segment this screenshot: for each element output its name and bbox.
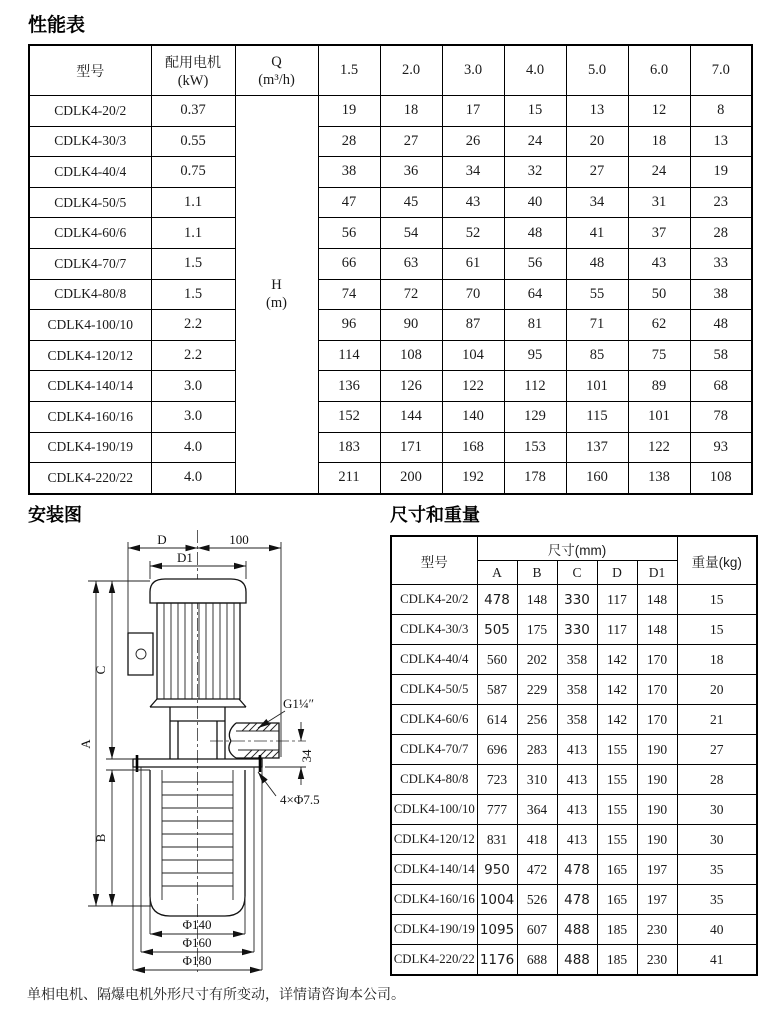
dimensions-cell: CDLK4-30/3 <box>391 615 477 645</box>
performance-cell: 122 <box>442 371 504 402</box>
performance-cell: 56 <box>504 248 566 279</box>
performance-cell: 3.0 <box>151 371 235 402</box>
dimensions-cell: 1095 <box>477 915 517 945</box>
performance-section-title: 性能表 <box>28 15 86 36</box>
performance-cell: CDLK4-100/10 <box>29 310 151 341</box>
performance-cell: 89 <box>628 371 690 402</box>
performance-cell: 64 <box>504 279 566 310</box>
performance-cell: 28 <box>318 126 380 157</box>
dimensions-cell: 230 <box>637 945 677 976</box>
dim-label-phi140: Φ140 <box>182 917 212 932</box>
performance-cell: 112 <box>504 371 566 402</box>
performance-cell: 138 <box>628 463 690 494</box>
performance-cell: 0.37 <box>151 96 235 127</box>
dimensions-cell: 142 <box>597 675 637 705</box>
dimensions-cell: 35 <box>677 855 757 885</box>
performance-cell: 74 <box>318 279 380 310</box>
dimensions-cell: 28 <box>677 765 757 795</box>
performance-cell: 93 <box>690 432 752 463</box>
performance-cell: 192 <box>442 463 504 494</box>
col-header-flow-2: 2.0 <box>380 45 442 96</box>
performance-cell: 34 <box>442 157 504 188</box>
performance-row <box>29 463 752 494</box>
performance-cell: CDLK4-20/2 <box>29 96 151 127</box>
performance-cell: 43 <box>442 187 504 218</box>
motor-outline <box>128 579 246 707</box>
performance-row <box>29 432 752 463</box>
col-header-motor: 配用电机 (kW) <box>151 45 235 96</box>
dimensions-row <box>391 825 757 855</box>
performance-cell: 104 <box>442 340 504 371</box>
performance-cell: 144 <box>380 401 442 432</box>
dimensions-cell: 413 <box>557 795 597 825</box>
performance-row <box>29 310 752 341</box>
performance-cell: 37 <box>628 218 690 249</box>
performance-cell: 1.1 <box>151 187 235 218</box>
performance-table <box>28 44 753 495</box>
performance-cell: 115 <box>566 401 628 432</box>
performance-cell: 33 <box>690 248 752 279</box>
performance-cell: 114 <box>318 340 380 371</box>
performance-cell: 38 <box>318 157 380 188</box>
performance-cell: 20 <box>566 126 628 157</box>
performance-cell: 15 <box>504 96 566 127</box>
dimensions-cell: 190 <box>637 825 677 855</box>
dimensions-cell: 30 <box>677 825 757 855</box>
performance-row <box>29 279 752 310</box>
dimensions-row <box>391 645 757 675</box>
terminal-box <box>128 633 153 675</box>
performance-cell: 31 <box>628 187 690 218</box>
performance-row <box>29 126 752 157</box>
performance-cell: 48 <box>504 218 566 249</box>
col-header-flow-6: 6.0 <box>628 45 690 96</box>
dimensions-cell: 330 <box>557 585 597 615</box>
col-header-flow-1: 1.5 <box>318 45 380 96</box>
dim-label-c: C <box>93 665 108 675</box>
performance-row <box>29 187 752 218</box>
performance-cell: 17 <box>442 96 504 127</box>
performance-cell: 18 <box>628 126 690 157</box>
performance-cell: CDLK4-190/19 <box>29 432 151 463</box>
dimensions-cell: 18 <box>677 645 757 675</box>
dim-label-holes: 4×Φ7.5 <box>280 792 320 807</box>
dimensions-cell: 413 <box>557 765 597 795</box>
dimensions-cell: 1176 <box>477 945 517 976</box>
installation-section-title: 安装图 <box>28 505 82 525</box>
performance-cell: 27 <box>380 126 442 157</box>
dimensions-cell: CDLK4-70/7 <box>391 735 477 765</box>
dimensions-cell: 358 <box>557 675 597 705</box>
performance-cell: 56 <box>318 218 380 249</box>
performance-cell: 61 <box>442 248 504 279</box>
performance-cell: 24 <box>628 157 690 188</box>
dimensions-cell: 229 <box>517 675 557 705</box>
col-header-flow-5: 5.0 <box>566 45 628 96</box>
dimensions-cell: 117 <box>597 615 637 645</box>
dimensions-cell: 478 <box>557 855 597 885</box>
performance-cell: 129 <box>504 401 566 432</box>
dimensions-cell: 330 <box>557 615 597 645</box>
dimensions-cell: 142 <box>597 645 637 675</box>
performance-cell: 41 <box>566 218 628 249</box>
performance-cell: CDLK4-80/8 <box>29 279 151 310</box>
performance-cell: 0.75 <box>151 157 235 188</box>
dimensions-cell: 488 <box>557 945 597 976</box>
footer-note: 单相电机、隔爆电机外形尺寸有所变动，详情请咨询本公司。 <box>27 986 405 1002</box>
performance-cell: 48 <box>566 248 628 279</box>
performance-cell: 211 <box>318 463 380 494</box>
performance-cell: CDLK4-160/16 <box>29 401 151 432</box>
performance-cell: 45 <box>380 187 442 218</box>
dim-label-phi180: Φ180 <box>182 953 212 968</box>
dimensions-cell: 41 <box>677 945 757 976</box>
performance-cell: 78 <box>690 401 752 432</box>
performance-cell: 66 <box>318 248 380 279</box>
dimensions-cell: 155 <box>597 795 637 825</box>
installation-diagram <box>55 525 325 985</box>
dimensions-cell: 15 <box>677 615 757 645</box>
performance-cell: CDLK4-40/4 <box>29 157 151 188</box>
performance-cell: 153 <box>504 432 566 463</box>
performance-cell: 0.55 <box>151 126 235 157</box>
performance-cell: 122 <box>628 432 690 463</box>
dimensions-cell: 170 <box>637 645 677 675</box>
performance-row <box>29 157 752 188</box>
dimensions-cell: 165 <box>597 885 637 915</box>
performance-cell: 101 <box>566 371 628 402</box>
dimensions-cell: 1004 <box>477 885 517 915</box>
performance-cell: 70 <box>442 279 504 310</box>
performance-cell: 63 <box>380 248 442 279</box>
dimensions-cell: 560 <box>477 645 517 675</box>
dimensions-cell: 587 <box>477 675 517 705</box>
performance-cell: 18 <box>380 96 442 127</box>
dimensions-cell: CDLK4-120/12 <box>391 825 477 855</box>
dimensions-cell: 413 <box>557 825 597 855</box>
dims-col-header-c: C <box>557 561 597 585</box>
col-header-flow-q: Q (m³/h) <box>235 45 318 96</box>
performance-cell: CDLK4-50/5 <box>29 187 151 218</box>
performance-cell: CDLK4-30/3 <box>29 126 151 157</box>
dimensions-cell: 35 <box>677 885 757 915</box>
performance-cell: 13 <box>566 96 628 127</box>
performance-cell: 54 <box>380 218 442 249</box>
col-header-flow-3: 3.0 <box>442 45 504 96</box>
dimensions-cell: CDLK4-20/2 <box>391 585 477 615</box>
performance-cell: 183 <box>318 432 380 463</box>
dimensions-cell: 21 <box>677 705 757 735</box>
dimensions-row <box>391 855 757 885</box>
performance-cell: 95 <box>504 340 566 371</box>
dimensions-cell: 155 <box>597 825 637 855</box>
performance-cell: 52 <box>442 218 504 249</box>
performance-cell: 171 <box>380 432 442 463</box>
dims-col-header-weight: 重量(kg) <box>677 536 757 585</box>
dimensions-cell: 777 <box>477 795 517 825</box>
performance-cell: CDLK4-70/7 <box>29 248 151 279</box>
dimensions-row <box>391 795 757 825</box>
dimensions-cell: 413 <box>557 735 597 765</box>
performance-cell: 137 <box>566 432 628 463</box>
dim-label-phi160: Φ160 <box>182 935 212 950</box>
dim-label-34: 34 <box>299 749 314 763</box>
dimensions-section-title: 尺寸和重量 <box>390 505 480 525</box>
performance-cell: 126 <box>380 371 442 402</box>
performance-cell: 75 <box>628 340 690 371</box>
performance-cell: 47 <box>318 187 380 218</box>
performance-cell: 50 <box>628 279 690 310</box>
dimensions-table <box>390 535 758 976</box>
performance-cell: CDLK4-60/6 <box>29 218 151 249</box>
dim-label-d1: D1 <box>177 550 193 565</box>
dimensions-row <box>391 765 757 795</box>
performance-cell: 200 <box>380 463 442 494</box>
dimensions-cell: CDLK4-40/4 <box>391 645 477 675</box>
dimensions-cell: 310 <box>517 765 557 795</box>
performance-cell: 2.2 <box>151 310 235 341</box>
performance-cell: 23 <box>690 187 752 218</box>
dimensions-cell: 688 <box>517 945 557 976</box>
dimensions-cell: CDLK4-190/19 <box>391 915 477 945</box>
dimensions-cell: CDLK4-140/14 <box>391 855 477 885</box>
dimensions-cell: 175 <box>517 615 557 645</box>
performance-cell: 32 <box>504 157 566 188</box>
performance-cell: 71 <box>566 310 628 341</box>
performance-cell: 58 <box>690 340 752 371</box>
performance-cell: 24 <box>504 126 566 157</box>
dimensions-cell: CDLK4-60/6 <box>391 705 477 735</box>
dimensions-cell: 696 <box>477 735 517 765</box>
dimensions-cell: 364 <box>517 795 557 825</box>
dimensions-cell: 40 <box>677 915 757 945</box>
dim-label-d: D <box>157 532 167 547</box>
head-unit-cell: H (m) <box>235 96 318 494</box>
dimensions-row <box>391 615 757 645</box>
dimensions-cell: 197 <box>637 885 677 915</box>
dimensions-cell: 170 <box>637 705 677 735</box>
performance-header-row <box>29 45 752 96</box>
dimensions-row <box>391 675 757 705</box>
performance-row <box>29 248 752 279</box>
performance-cell: 1.1 <box>151 218 235 249</box>
dimensions-cell: 256 <box>517 705 557 735</box>
dimensions-cell: 614 <box>477 705 517 735</box>
dimensions-cell: CDLK4-50/5 <box>391 675 477 705</box>
dimensions-cell: 117 <box>597 585 637 615</box>
extension-lines <box>88 542 306 970</box>
performance-cell: 108 <box>690 463 752 494</box>
dimensions-cell: 723 <box>477 765 517 795</box>
performance-row <box>29 371 752 402</box>
dimensions-cell: 358 <box>557 645 597 675</box>
dimensions-cell: 190 <box>637 795 677 825</box>
performance-cell: 55 <box>566 279 628 310</box>
dimensions-cell: 190 <box>637 765 677 795</box>
dim-label-100: 100 <box>229 532 249 547</box>
performance-cell: 108 <box>380 340 442 371</box>
dimensions-cell: 478 <box>477 585 517 615</box>
dims-col-header-a: A <box>477 561 517 585</box>
dimensions-row <box>391 885 757 915</box>
dimensions-cell: 170 <box>637 675 677 705</box>
dimensions-cell: 197 <box>637 855 677 885</box>
dimensions-cell: 526 <box>517 885 557 915</box>
performance-cell: 1.5 <box>151 279 235 310</box>
dimensions-cell: 30 <box>677 795 757 825</box>
dimensions-cell: 27 <box>677 735 757 765</box>
performance-cell: 36 <box>380 157 442 188</box>
performance-cell: 4.0 <box>151 432 235 463</box>
dimensions-cell: 831 <box>477 825 517 855</box>
dimensions-cell: 202 <box>517 645 557 675</box>
performance-cell: 140 <box>442 401 504 432</box>
dim-label-a: A <box>78 739 93 749</box>
performance-cell: 90 <box>380 310 442 341</box>
dimensions-cell: 478 <box>557 885 597 915</box>
dimensions-cell: 165 <box>597 855 637 885</box>
dimensions-cell: 607 <box>517 915 557 945</box>
performance-cell: 19 <box>318 96 380 127</box>
dimensions-cell: 472 <box>517 855 557 885</box>
performance-cell: 168 <box>442 432 504 463</box>
performance-cell: 40 <box>504 187 566 218</box>
dims-col-header-d: D <box>597 561 637 585</box>
performance-cell: 62 <box>628 310 690 341</box>
performance-row <box>29 218 752 249</box>
performance-cell: 178 <box>504 463 566 494</box>
dimensions-row <box>391 735 757 765</box>
performance-row <box>29 340 752 371</box>
dims-col-header-b: B <box>517 561 557 585</box>
performance-cell: 43 <box>628 248 690 279</box>
performance-cell: 28 <box>690 218 752 249</box>
dims-col-header-d1: D1 <box>637 561 677 585</box>
dimensions-cell: 230 <box>637 915 677 945</box>
performance-row <box>29 96 752 127</box>
performance-cell: 1.5 <box>151 248 235 279</box>
performance-cell: CDLK4-140/14 <box>29 371 151 402</box>
dimensions-cell: 155 <box>597 735 637 765</box>
performance-cell: 27 <box>566 157 628 188</box>
performance-cell: 136 <box>318 371 380 402</box>
dimensions-cell: CDLK4-100/10 <box>391 795 477 825</box>
dimensions-cell: 148 <box>517 585 557 615</box>
dimensions-row <box>391 945 757 976</box>
dimensions-cell: 358 <box>557 705 597 735</box>
performance-cell: 19 <box>690 157 752 188</box>
dimensions-cell: 155 <box>597 765 637 795</box>
dimensions-cell: 283 <box>517 735 557 765</box>
dimensions-cell: 950 <box>477 855 517 885</box>
dimensions-cell: 185 <box>597 945 637 976</box>
dims-col-header-size: 尺寸(mm) <box>477 536 677 561</box>
performance-cell: 48 <box>690 310 752 341</box>
performance-cell: 72 <box>380 279 442 310</box>
dimensions-header-row-1 <box>391 536 757 561</box>
dim-label-b: B <box>93 833 108 843</box>
dimensions-cell: 190 <box>637 735 677 765</box>
performance-cell: 96 <box>318 310 380 341</box>
performance-cell: 160 <box>566 463 628 494</box>
col-header-flow-7: 7.0 <box>690 45 752 96</box>
performance-cell: CDLK4-120/12 <box>29 340 151 371</box>
dimensions-row <box>391 705 757 735</box>
dimensions-cell: 142 <box>597 705 637 735</box>
performance-cell: 68 <box>690 371 752 402</box>
performance-cell: 101 <box>628 401 690 432</box>
performance-cell: CDLK4-220/22 <box>29 463 151 494</box>
dimensions-cell: CDLK4-220/22 <box>391 945 477 976</box>
col-header-flow-4: 4.0 <box>504 45 566 96</box>
performance-cell: 2.2 <box>151 340 235 371</box>
dimensions-cell: 185 <box>597 915 637 945</box>
performance-cell: 12 <box>628 96 690 127</box>
dimensions-row <box>391 915 757 945</box>
dims-col-header-model: 型号 <box>391 536 477 585</box>
cable-entry-hole <box>136 649 146 659</box>
dimensions-cell: CDLK4-80/8 <box>391 765 477 795</box>
performance-cell: 152 <box>318 401 380 432</box>
dimensions-cell: 148 <box>637 615 677 645</box>
dimensions-cell: 505 <box>477 615 517 645</box>
performance-cell: 4.0 <box>151 463 235 494</box>
performance-cell: 8 <box>690 96 752 127</box>
performance-cell: 81 <box>504 310 566 341</box>
performance-cell: 38 <box>690 279 752 310</box>
pump-head <box>170 707 279 759</box>
dimensions-cell: CDLK4-160/16 <box>391 885 477 915</box>
dimensions-cell: 148 <box>637 585 677 615</box>
performance-cell: 34 <box>566 187 628 218</box>
dimensions-row <box>391 585 757 615</box>
performance-cell: 3.0 <box>151 401 235 432</box>
performance-cell: 26 <box>442 126 504 157</box>
col-header-model: 型号 <box>29 45 151 96</box>
dimensions-cell: 418 <box>517 825 557 855</box>
dimensions-cell: 20 <box>677 675 757 705</box>
performance-cell: 13 <box>690 126 752 157</box>
performance-cell: 87 <box>442 310 504 341</box>
dimensions-cell: 15 <box>677 585 757 615</box>
dim-label-thread: G1¼″ <box>283 696 315 711</box>
performance-row <box>29 401 752 432</box>
performance-cell: 85 <box>566 340 628 371</box>
dimensions-cell: 488 <box>557 915 597 945</box>
